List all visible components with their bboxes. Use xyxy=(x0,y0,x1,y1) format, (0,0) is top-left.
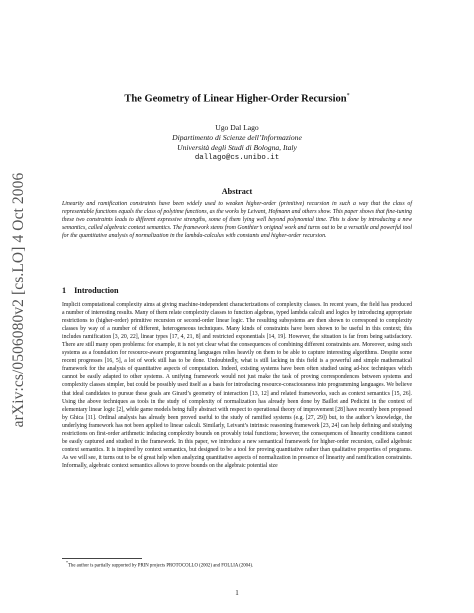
section-number: 1 xyxy=(62,286,67,295)
arxiv-identifier: arXiv:cs/0506080v2 [cs.LO] 4 Oct 2006 xyxy=(10,172,27,428)
footnote-text: The author is partially supported by PRIN projects PROTOCOLLO (2002) and FOLLIA (2004). xyxy=(68,563,254,569)
section-heading xyxy=(62,286,119,295)
author-university: Università degli Studi di Bologna, Italy xyxy=(177,143,297,152)
title-text: The Geometry of Linear Higher-Order Recursion xyxy=(124,93,347,105)
arxiv-side-label xyxy=(4,150,34,450)
author-name: Ugo Dal Lago xyxy=(215,123,259,132)
introduction-paragraph: Implicit computational complexity aims at giving machine-independent characterizations of complexity classes. In recent years, the field has produced a number of interesting results. Many of them relate complexity classes to function algebras, typed lambda calculi and logics by introducing appropriate restrictions to (higher-order) primitive recursion or second-order linear logic. The resulting subsystems are then shown to correspond to complexity classes by way of a number of different, heterogeneous techniques. Many kinds of constraints have been shown to be useful in this context; this includes ramification [3, 20, 22], linear types [17, 4, 21, 8] and restricted exponentials [14, 19]. However, the situation is far from being satisfactory. There are still many open problems: for example, it is not yet clear what the consequences of combining different constraints are. Moreover, using such systems as a foundation for resource-aware programming languages relies heavily on them to be able to capture interesting algorithms. Despite some recent progresses [16, 5], a lot of work still has to be done. Undoubtedly, what is still lacking in this field is a powerful and simple mathematical framework for the analysis of quantitative aspects of computation. Indeed, existing systems have been often studied using ad-hoc techniques which cannot be easily adapted to other systems. A unifying framework would not just make the task of proving correspondences between systems and complexity classes simpler, but could be possibly used itself as a basis for introducing resource-consciousness into programming languages. We believe that ideal candidates to pursue these goals are Girard’s geometry of interaction [13, 12] and related frameworks, such as context semantics [15, 26]. Using the above techniques as tools in the study of complexity of normalization has already been done by Baillot and Pedicini in the context of elementary linear logic [2], while game models being fully abstract with respect to operational theory of improvement [28] have recently been proposed by Ghica [11]. Ordinal analysis has already been proved useful to the study of ramified systems (e.g. [27, 29]) but, to the author’s knowledge, the underlying framework has not been applied to linear calculi. Similarly, Leivant’s intrinsic reasoning framework [23, 24] can help defining and studying restrictions on first-order arithmetic inducing complexity bounds on provably total functions; however, the consequences of linearity conditions cannot be easily captured and studied in the framework. In this paper, we introduce a new semantical framework for higher-order recursion, called algebraic context semantics. It is inspired by context semantics, but designed to be a tool for proving quantitative rather than qualitative properties of programs. As we will see, it turns out to be of great help when analyzing quantitative aspects of normalization in presence of linearity and ramification constraints. Informally, algebraic context semantics allows to prove bounds on the algebraic potential size xyxy=(62,302,413,469)
footnote-mark: * xyxy=(66,560,68,565)
abstract-heading: Abstract xyxy=(221,187,253,196)
title-footnote-mark: * xyxy=(346,93,350,99)
page-number: 1 xyxy=(235,589,239,597)
section-title: Introduction xyxy=(74,286,119,295)
author-email: dallago@cs.unibo.it xyxy=(194,154,280,162)
footnote xyxy=(66,560,412,570)
author-department: Dipartimento di Scienze dell’Informazione xyxy=(172,133,302,142)
footnote-rule xyxy=(62,558,142,559)
paper-title xyxy=(60,93,414,105)
abstract-text: Linearity and ramification constraints have been widely used to weaken higher-order (primitive) recursion in such a way that the class of representable functions equals the class of polytime functions, as the works by Leivant, Hofmann and others show. This paper shows that fine-tuning these two constraints leads to different expressive strengths, some of them lying well beyond polynomial time. This is done by introducing a new semantics, called algebraic context semantics. The framework stems from Gonthier’s original work and turns out to be a versatile and powerful tool for the quantitative analysis of normalization in the lambda-calculus with constants and higher-order recursion. xyxy=(62,201,412,240)
